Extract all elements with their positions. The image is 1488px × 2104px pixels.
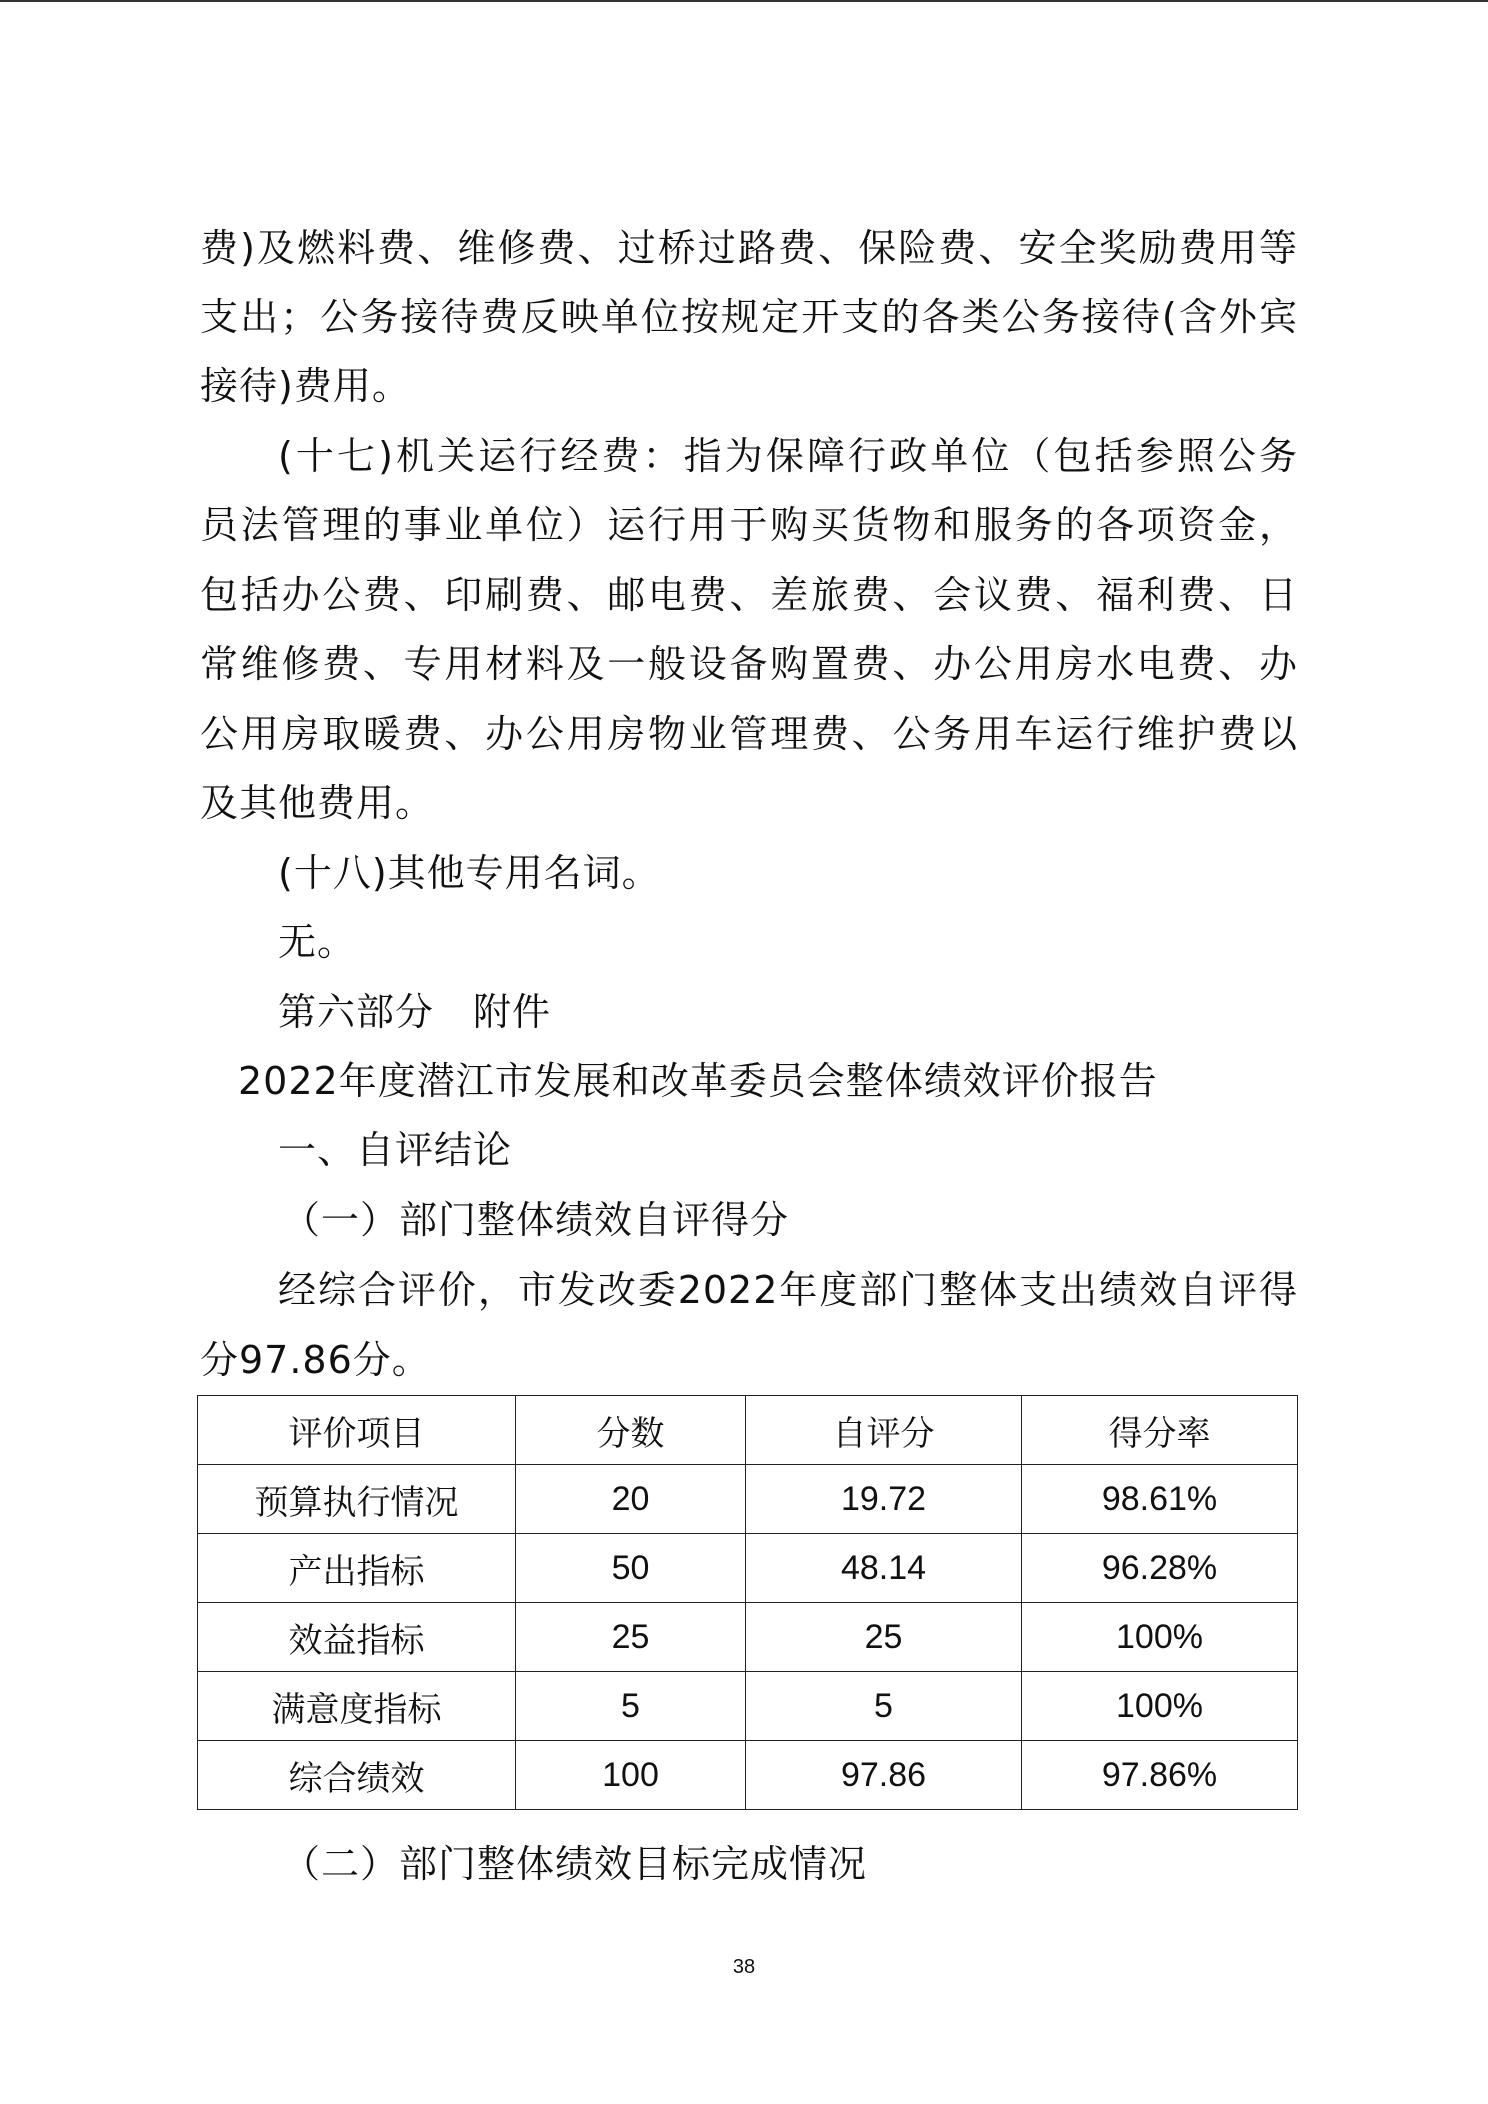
table-row [198, 1672, 1298, 1741]
body-line: 经综合评价，市发改委2022年度部门整体支出绩效自评得 [278, 1268, 1298, 1312]
section-heading: (十八)其他专用名词。 [278, 851, 661, 895]
body-line: 接待)费用。 [200, 364, 411, 408]
table-cell: 98.61% [1022, 1465, 1298, 1534]
page-number: 38 [732, 1956, 756, 1978]
table-cell: 20 [516, 1465, 746, 1534]
table-cell: 综合绩效 [198, 1741, 516, 1810]
table-row [198, 1534, 1298, 1603]
score-table [197, 1395, 1298, 1810]
table-cell: 效益指标 [198, 1603, 516, 1672]
header-cell: 评价项目 [198, 1396, 516, 1465]
table-cell: 19.72 [746, 1465, 1022, 1534]
table-cell: 100% [1022, 1672, 1298, 1741]
table-cell: 预算执行情况 [198, 1465, 516, 1534]
body-line: 员法管理的事业单位）运行用于购买货物和服务的各项资金， [200, 503, 1298, 547]
body-line: 费)及燃料费、维修费、过桥过路费、保险费、安全奖励费用等 [200, 226, 1298, 270]
body-line: 无。 [278, 920, 357, 964]
table-cell: 5 [746, 1672, 1022, 1741]
table-row [198, 1741, 1298, 1810]
table-cell: 5 [516, 1672, 746, 1741]
body-line: 包括办公费、印刷费、邮电费、差旅费、会议费、福利费、日 [200, 573, 1298, 617]
section-heading: 一、自评结论 [278, 1128, 513, 1172]
table-cell: 96.28% [1022, 1534, 1298, 1603]
table-row [198, 1603, 1298, 1672]
page-top-border [0, 0, 1488, 2]
table-cell: 25 [746, 1603, 1022, 1672]
table-row [198, 1465, 1298, 1534]
table-cell: 产出指标 [198, 1534, 516, 1603]
body-line: 及其他费用。 [200, 781, 435, 825]
body-line: 常维修费、专用材料及一般设备购置费、办公用房水电费、办 [200, 642, 1298, 686]
subsection-heading: （二）部门整体绩效目标完成情况 [282, 1842, 868, 1886]
table-cell: 25 [516, 1603, 746, 1672]
header-cell: 分数 [516, 1396, 746, 1465]
body-line: 分97.86分。 [200, 1338, 431, 1382]
section-heading: 第六部分 附件 [278, 990, 552, 1034]
body-line: (十七)机关运行经费：指为保障行政单位（包括参照公务 [278, 434, 1298, 478]
table-cell: 100% [1022, 1603, 1298, 1672]
body-line: 支出；公务接待费反映单位按规定开支的各类公务接待(含外宾 [200, 295, 1298, 339]
header-cell: 自评分 [746, 1396, 1022, 1465]
report-title: 2022年度潜江市发展和改革委员会整体绩效评价报告 [238, 1059, 1158, 1103]
table-header-row [198, 1396, 1298, 1465]
subsection-heading: （一）部门整体绩效自评得分 [282, 1198, 790, 1242]
table-cell: 48.14 [746, 1534, 1022, 1603]
table-cell: 100 [516, 1741, 746, 1810]
table-cell: 97.86% [1022, 1741, 1298, 1810]
table-cell: 满意度指标 [198, 1672, 516, 1741]
table-cell: 97.86 [746, 1741, 1022, 1810]
table-cell: 50 [516, 1534, 746, 1603]
body-line: 公用房取暖费、办公用房物业管理费、公务用车运行维护费以 [200, 712, 1298, 756]
header-cell: 得分率 [1022, 1396, 1298, 1465]
